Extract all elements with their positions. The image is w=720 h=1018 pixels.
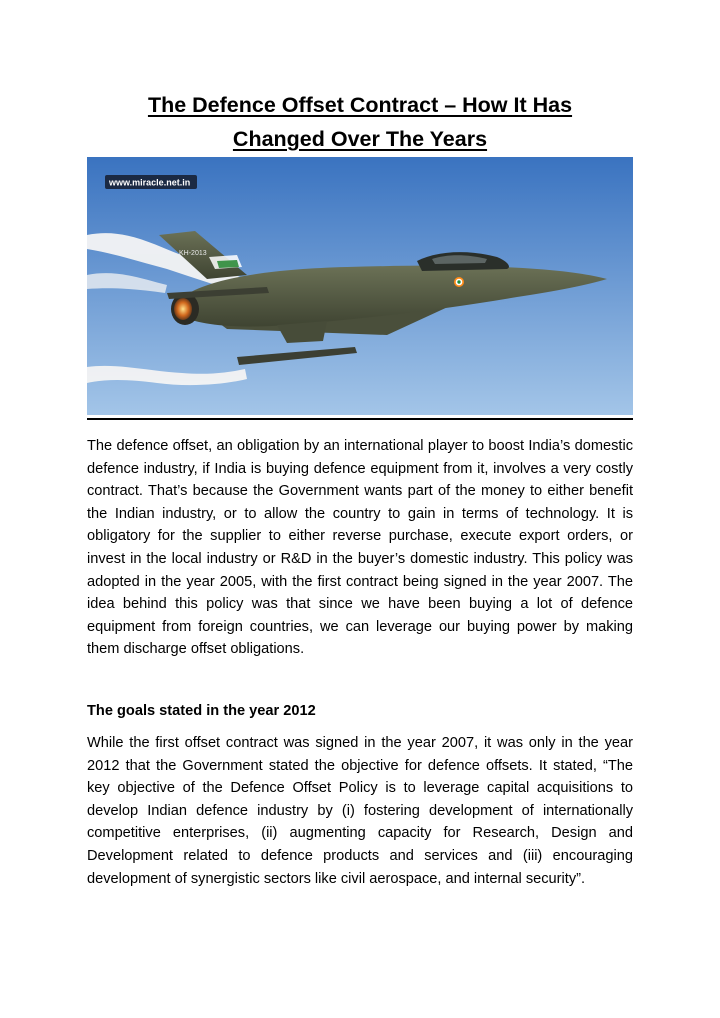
section-heading: The goals stated in the year 2012 [87,703,316,719]
goals-paragraph: While the first offset contract was signed in the year 2007, it was only in the year 2012 that the Government stated the objective for defence offsets. It stated, “The key objective of the Defence Offset Policy is to leverage capital acquisitions to develop Indian defence industry by (i) fostering development of internationally competitive enterprises, (ii) augmenting capacity for Research, Design and Development related to defence products and services and (iii) encouraging development of synergistic sectors like civil aerospace, and internal security”. [87,735,633,887]
intro-paragraph: The defence offset, an obligation by an international player to boost India’s domestic defence industry, if India is buying defence equipment from it, involves a very costly contract. That’s because the Government wants part of the money to either benefit the Indian industry, or to allow the country to gain in terms of technology. It is obligatory for the supplier to either reverse purchase, execute export orders, or invest in the local industry or R&D in the buyer’s domestic industry. This policy was adopted in the year 2005, with the first contract being signed in the year 2007. The idea behind this policy was that since we have been buying a lot of defence equipment from foreign countries, we can leverage our buying power by making them discharge offset obligations. [87,438,633,658]
fighter-jet-photo [87,157,633,415]
tail-marking: KH-2013 [179,250,207,257]
title-line-2: Changed Over The Years [232,127,488,151]
title-line-1: The Defence Offset Contract – How It Has [147,93,573,117]
engine-flame [174,298,192,320]
document-title [60,88,660,156]
image-divider [87,418,633,420]
watermark-text: www.miracle.net.in [109,177,191,188]
